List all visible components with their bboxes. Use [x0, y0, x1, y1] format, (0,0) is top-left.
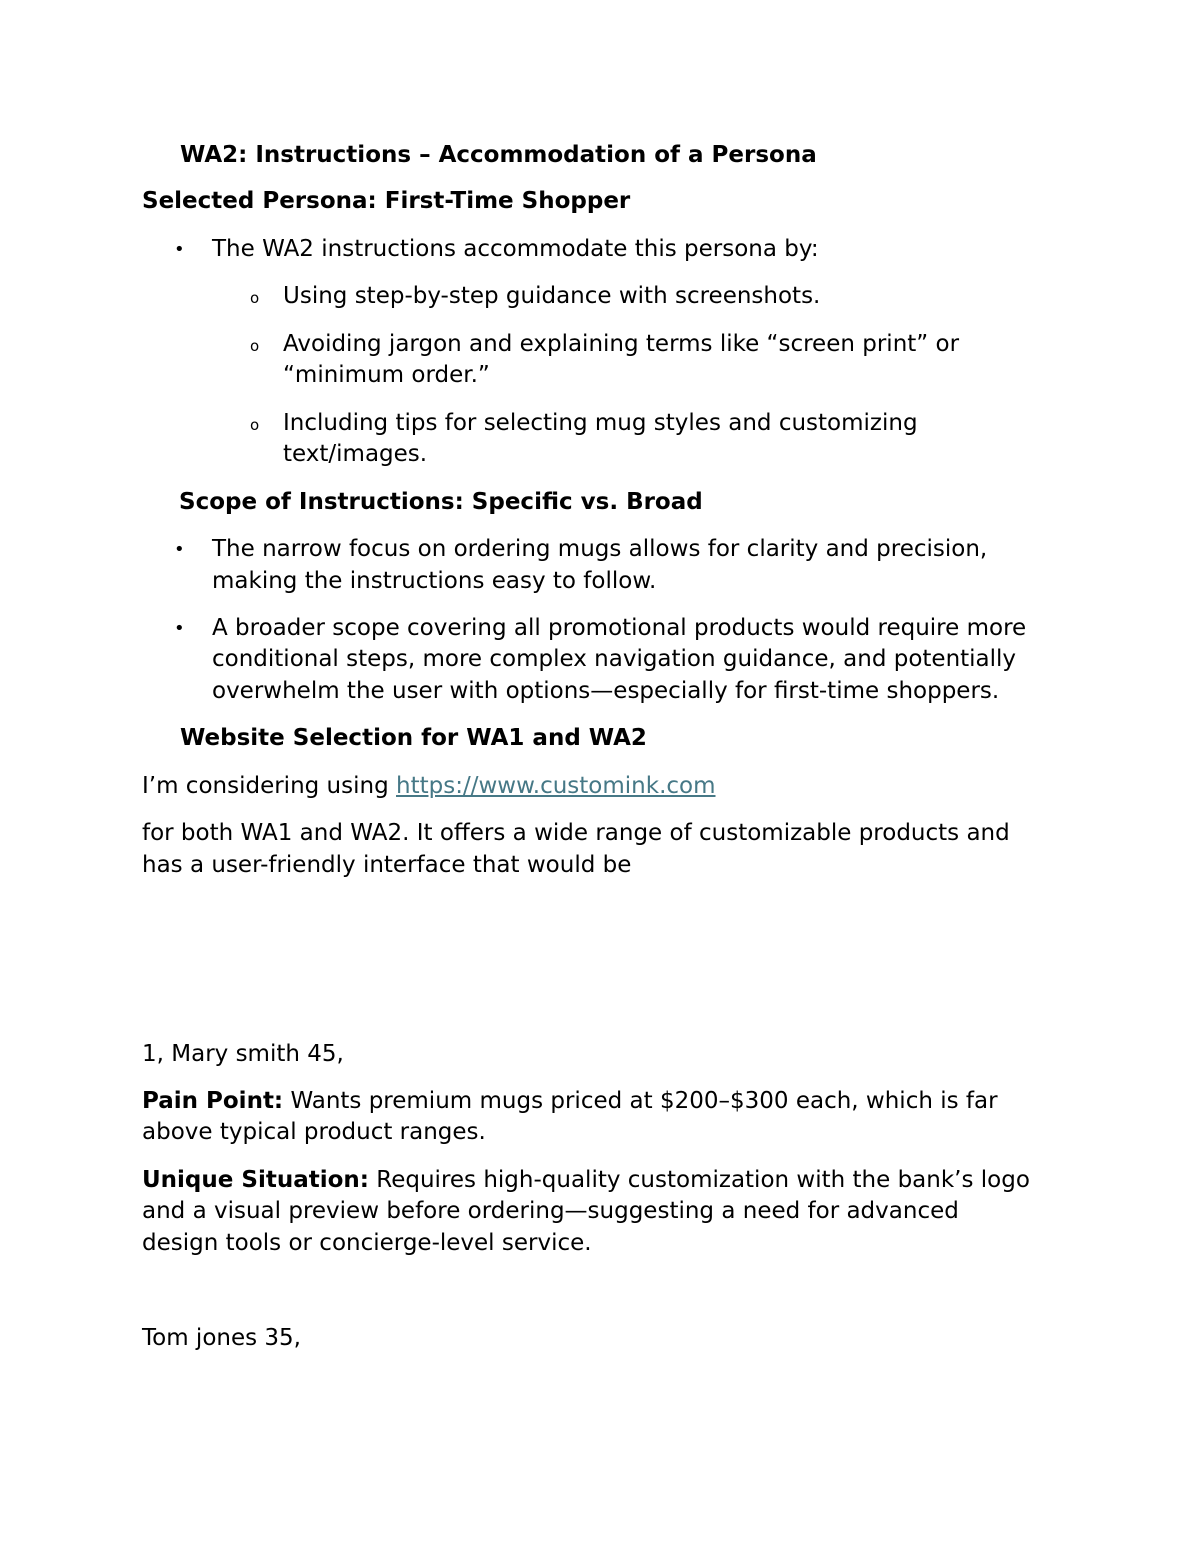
sub-bullet-icon: o [250, 416, 260, 434]
pain-point-line-2: above typical product ranges. [142, 1119, 486, 1145]
persona-point-3-line-2: text/images. [283, 441, 428, 467]
bullet-icon: • [174, 539, 185, 560]
unique-line-2: and a visual preview before ordering—suggesting a need for advanced [142, 1198, 959, 1224]
website-intro-line [142, 771, 716, 803]
customink-link[interactable]: https://www.customink.com [396, 773, 716, 799]
persona-intro: The WA2 instructions accommodate this persona by: [212, 236, 819, 262]
persona-point-2-line-2: “minimum order.” [283, 362, 490, 388]
persona2-name: Tom jones 35, [142, 1325, 301, 1351]
website-body-line-2: has a user-friendly interface that would be [142, 852, 632, 878]
scope-point-2-line-3: overwhelm the user with options—especially for first-time shoppers. [212, 678, 1000, 704]
unique-line-3: design tools or concierge-level service. [142, 1230, 592, 1256]
bullet-icon: • [174, 618, 185, 639]
website-intro: I’m considering using [142, 773, 396, 799]
scope-point-1-line-2: making the instructions easy to follow. [212, 568, 657, 594]
bullet-icon: • [174, 239, 185, 260]
sub-bullet-icon: o [250, 289, 260, 307]
unique-label: Unique Situation: [142, 1167, 369, 1193]
website-body-line-1: for both WA1 and WA2. It offers a wide range of customizable products and [142, 820, 1010, 846]
website-heading: Website Selection for WA1 and WA2 [180, 725, 647, 751]
pain-point-line-1 [142, 1086, 998, 1118]
unique-line-1 [142, 1165, 1030, 1197]
sub-bullet-icon: o [250, 337, 260, 355]
scope-point-2-line-2: conditional steps, more complex navigation guidance, and potentially [212, 646, 1017, 672]
persona-point-2-line-1: Avoiding jargon and explaining terms like “screen print” or [283, 331, 960, 357]
unique-text: Requires high-quality customization with the bank’s logo [368, 1167, 1030, 1193]
scope-point-1-line-1: The narrow focus on ordering mugs allows for clarity and precision, [212, 536, 988, 562]
scope-heading: Scope of Instructions: Specific vs. Broad [179, 489, 703, 515]
pain-point-label: Pain Point: [142, 1088, 284, 1114]
persona1-name: 1, Mary smith 45, [142, 1041, 344, 1067]
persona-point-3-line-1: Including tips for selecting mug styles and customizing [283, 410, 918, 436]
scope-point-2-line-1: A broader scope covering all promotional products would require more [212, 615, 1027, 641]
persona-point-1: Using step-by-step guidance with screenshots. [283, 283, 821, 309]
persona-heading: Selected Persona: First-Time Shopper [142, 188, 631, 214]
pain-point-text: Wants premium mugs priced at $200–$300 each, which is far [283, 1088, 998, 1114]
document-title: WA2: Instructions – Accommodation of a Persona [180, 142, 817, 168]
